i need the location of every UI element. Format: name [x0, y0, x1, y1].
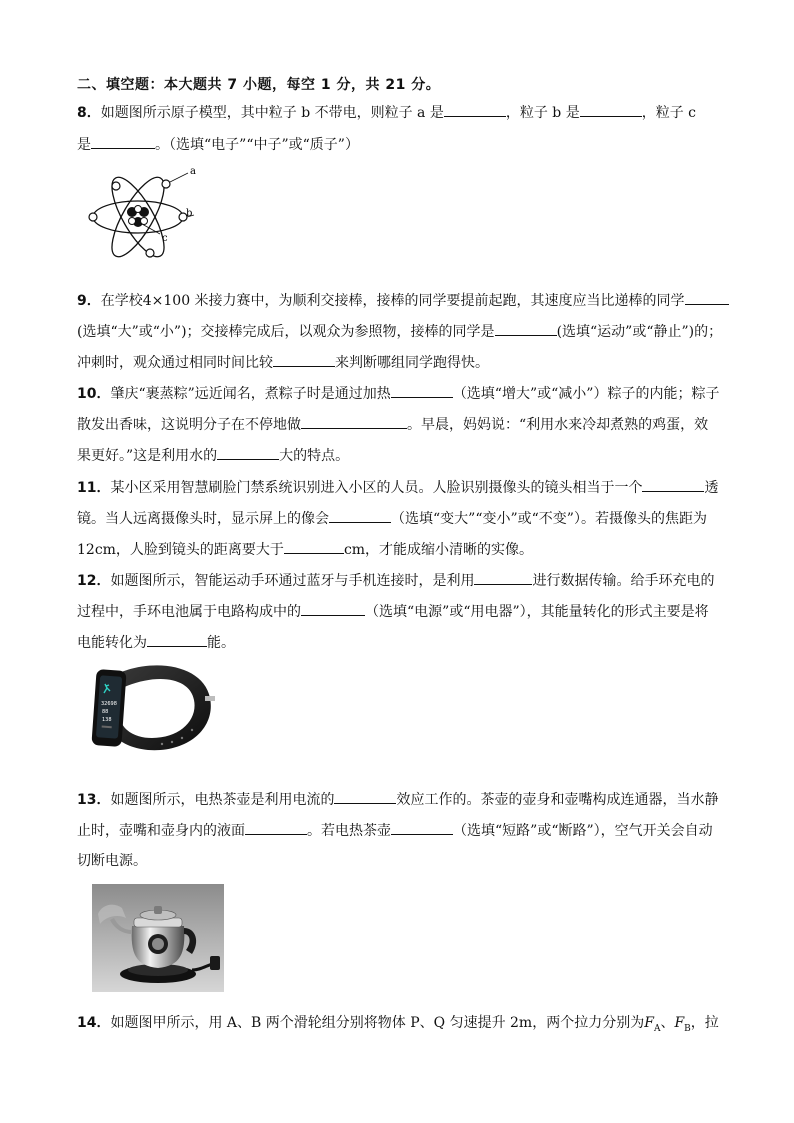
- q13-line-1: [77, 789, 757, 810]
- section-title: 二、填空题：本大题共 7 小题，每空 1 分，共 21 分。: [77, 77, 441, 93]
- q8-text-1a: 如题图所示原子模型，其中粒子 b 不带电，则粒子 a 是: [100, 105, 444, 121]
- electron-top-right: [162, 180, 170, 188]
- q9-line-2: [77, 321, 757, 342]
- q8-text-2a: 是: [77, 137, 91, 153]
- q11-blank-2[interactable]: [329, 508, 391, 523]
- q11-line-2: [77, 508, 757, 529]
- q13-line-2: [77, 820, 757, 841]
- q12-text-3b: 能。: [207, 635, 235, 651]
- q12-line-3: [77, 632, 757, 653]
- q9-line-3: [77, 352, 757, 373]
- q13-text-2a: 止时，壶嘴和壶身内的液面: [77, 823, 245, 839]
- q13-blank-2[interactable]: [245, 820, 307, 835]
- q10-number: 10．: [77, 386, 111, 402]
- q11-text-2a: 镜。当人远离摄像头时，显示屏上的像会: [77, 511, 329, 527]
- q12-text-1a: 如题图所示，智能运动手环通过蓝牙与手机连接时，是利用: [110, 573, 475, 589]
- q13-text-1a: 如题图所示，电热茶壶是利用电流的: [110, 792, 335, 808]
- q11-line-1: [77, 477, 757, 498]
- q11-text-1a: 某小区采用智慧刷脸门禁系统识别进入小区的人员。人脸识别摄像头的镜头相当于一个: [110, 480, 643, 496]
- q12-blank-1[interactable]: [474, 570, 532, 585]
- q12-blank-3[interactable]: [147, 632, 207, 647]
- power-plug: [210, 956, 220, 970]
- q10-blank-1[interactable]: [391, 383, 453, 398]
- band-steps: 32698: [101, 701, 117, 707]
- q14-force-a-sub: A: [653, 1023, 661, 1034]
- q10-text-3a: 果更好。”这是利用水的: [77, 448, 218, 464]
- electric-teapot-figure: [92, 884, 224, 992]
- q12-number: 12．: [77, 573, 111, 589]
- q14-force-b: F: [674, 1015, 685, 1031]
- band-cal: 138: [102, 717, 112, 723]
- q10-line-1: [77, 383, 757, 404]
- q14-line-1: [77, 1013, 757, 1039]
- q10-text-1b: （选填“增大”或“减小”）粽子的内能；粽子: [452, 386, 720, 402]
- q12-line-1: [77, 570, 757, 591]
- q10-text-2a: 散发出香味，这说明分子在不停地做: [77, 417, 301, 433]
- q8-line-1: [77, 102, 757, 123]
- q13-blank-1[interactable]: [334, 789, 396, 804]
- q8-blank-2[interactable]: [580, 102, 642, 117]
- q8-text-1c: ，粒子 c: [641, 105, 697, 121]
- q8-text-2b: 。（选填“电子”“中子”或“质子”）: [155, 137, 359, 153]
- q8-line-2: [77, 134, 757, 155]
- q9-text-2a: (选填“大”或“小”)；交接棒完成后，以观众为参照物，接棒的同学是: [77, 324, 495, 340]
- q10-blank-3[interactable]: [217, 445, 279, 460]
- smart-band-figure: [88, 658, 220, 758]
- q10-text-1a: 肇庆“裹蒸粽”远近闻名，煮粽子时是通过加热: [110, 386, 391, 402]
- q8-blank-1[interactable]: [444, 102, 506, 117]
- q13-blank-3[interactable]: [391, 820, 453, 835]
- q11-blank-1[interactable]: [642, 477, 704, 492]
- label-c: c: [162, 233, 168, 244]
- q12-text-1b: 进行数据传输。给手环充电的: [532, 573, 715, 589]
- q14-text-1a: 如题图甲所示，用 A、B 两个滑轮组分别将物体 P、Q 匀速提升 2m，两个拉力分别为: [110, 1015, 645, 1031]
- q14-separator: 、: [660, 1015, 675, 1031]
- electron-bottom: [146, 249, 154, 257]
- q14-force-a: F: [644, 1015, 654, 1031]
- q11-text-3a: 12cm，人脸到镜头的距离要大于: [77, 542, 284, 558]
- q9-number: 9．: [77, 293, 101, 309]
- q14-text-1b: ，拉: [690, 1015, 719, 1031]
- q9-text-1: 在学校4×100 米接力赛中，为顺利交接棒，接棒的同学要提前起跑，其速度应当比递棒的同学: [100, 293, 685, 309]
- q13-number: 13．: [77, 792, 111, 808]
- q11-text-3b: cm，才能成缩小清晰的实像。: [343, 542, 534, 558]
- q13-text-1b: 效应工作的。茶壶的壶身和壶嘴构成连通器，当水静: [396, 792, 719, 808]
- q9-text-2b: (选填“运动”或“静止”)的；: [556, 324, 723, 340]
- nucleus: [127, 206, 149, 228]
- electron-top-left: [112, 182, 120, 190]
- q9-line-1: [77, 290, 757, 311]
- lid-knob: [154, 906, 162, 914]
- atom-model-figure: [88, 162, 208, 274]
- q12-line-2: [77, 601, 757, 622]
- q13-text-2b: 。若电热茶壶: [307, 823, 391, 839]
- q9-text-3b: 来判断哪组同学跑得快。: [335, 355, 489, 371]
- q10-text-2b: 。早晨，妈妈说：“利用水来冷却煮熟的鸡蛋，效: [407, 417, 709, 433]
- q12-text-2b: （选填“电源”或“用电器”），其能量转化的形式主要是将: [365, 604, 709, 620]
- q13-line-3: [77, 851, 757, 871]
- q8-blank-3[interactable]: [91, 134, 155, 149]
- q10-text-3b: 大的特点。: [279, 448, 350, 464]
- q12-text-3a: 电能转化为: [77, 635, 147, 651]
- band-buckle: [205, 696, 215, 701]
- q11-blank-3[interactable]: [284, 539, 344, 554]
- q13-text-3: 切断电源。: [77, 853, 147, 869]
- q14-force-b-sub: B: [684, 1023, 691, 1034]
- q12-blank-2[interactable]: [301, 601, 365, 616]
- label-b: b: [186, 208, 193, 219]
- q9-blank-3[interactable]: [273, 352, 335, 367]
- band-screen: [96, 675, 122, 738]
- q10-blank-2[interactable]: [301, 414, 407, 429]
- q11-text-2b: （选填“变大”“变小”或“不变”）。若摄像头的焦距为: [391, 511, 707, 527]
- q8-number: 8．: [77, 105, 101, 121]
- q10-line-2: [77, 414, 757, 435]
- band-heart: 88: [102, 709, 109, 715]
- label-a: a: [190, 166, 196, 177]
- q11-number: 11．: [77, 480, 111, 496]
- q11-text-1b: 透: [704, 480, 719, 496]
- q10-line-3: [77, 445, 757, 466]
- q9-blank-1[interactable]: [685, 290, 729, 305]
- q14-number: 14．: [77, 1015, 111, 1031]
- q9-blank-2[interactable]: [495, 321, 557, 336]
- q13-text-2c: （选填“短路”或“断路”），空气开关会自动: [453, 823, 713, 839]
- q12-text-2a: 过程中，手环电池属于电路构成中的: [77, 604, 301, 620]
- q8-text-1b: ，粒子 b 是: [505, 105, 580, 121]
- electron-left: [89, 213, 97, 221]
- q9-text-3a: 冲刺时，观众通过相同时间比较: [77, 355, 273, 371]
- q11-line-3: [77, 539, 757, 560]
